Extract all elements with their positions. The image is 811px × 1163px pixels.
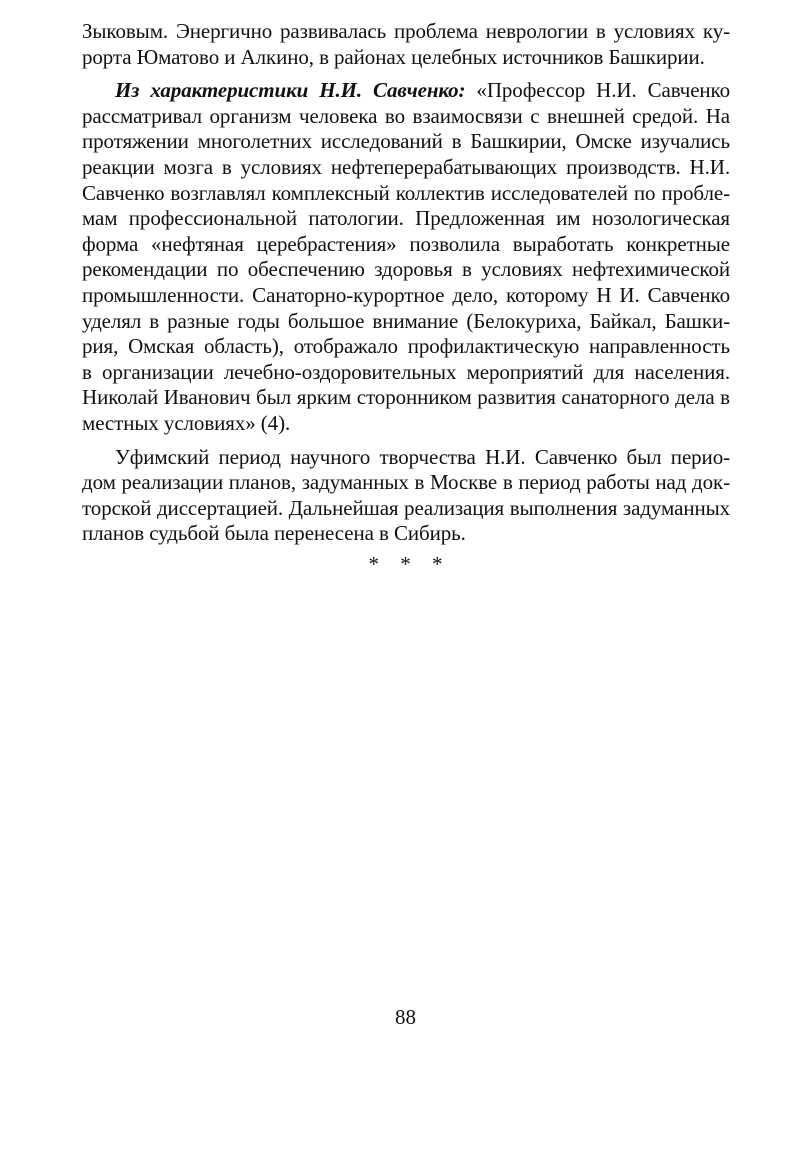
paragraph-3 (82, 445, 730, 547)
text-line: местных условиях» (4). (82, 410, 291, 435)
text-line: протяжении многолетних исследований в Башкирии, Омске изучались (82, 129, 730, 154)
text-line: в организации лечебно-оздоровительных мероприятий для населения. (82, 359, 730, 384)
text-line: промышленности. Санаторно-курортное дело, которому Н И. Савченко (82, 282, 730, 307)
text-fragment: «Профессор Н.И. Савченко (465, 78, 730, 103)
text-line: рия, Омская область), отображало профилактическую направленность (82, 334, 730, 359)
text-line: Уфимский период научного творчества Н.И. Савченко был перио- (115, 444, 730, 469)
text-line: реакции мозга в условиях нефтеперерабатывающих производств. Н.И. (82, 154, 730, 179)
body-text (82, 19, 730, 547)
text-line: Николай Иванович был ярким сторонником развития санаторного дела в (82, 385, 730, 410)
text-line: Зыковым. Энергично развивалась проблема неврологии в условиях ку- (82, 19, 730, 43)
text-line: дом реализации планов, задуманных в Москве в период работы над док- (82, 470, 730, 495)
page-number: 88 (395, 1005, 416, 1029)
text-line: Савченко возглавлял комплексный коллектив исследователей по пробле- (82, 180, 730, 205)
text-line: рассматривал организм человека во взаимосвязи с внешней средой. На (82, 103, 730, 128)
paragraph-lead: Из характеристики Н.И. Савченко: (115, 78, 466, 103)
text-line: планов судьбой была перенесена в Сибирь. (82, 521, 466, 546)
text-line: рекомендации по обеспечению здоровья в условиях нефтехимической (82, 257, 730, 282)
text-line: мам профессиональной патологии. Предложенная им нозологическая (82, 206, 730, 231)
paragraph-1 (82, 19, 730, 70)
text-line: рорта Юматово и Алкино, в районах целебных источников Башкирии. (82, 44, 705, 69)
section-separator: * * * (368, 552, 451, 576)
paragraph-2 (82, 78, 730, 436)
text-line: уделял в разные годы большое внимание (Белокуриха, Байкал, Башки- (82, 308, 730, 333)
text-line: форма «нефтяная церебрастения» позволила выработать конкретные (82, 231, 730, 256)
text-line: торской диссертацией. Дальнейшая реализация выполнения задуманных (82, 495, 730, 520)
text-line (82, 78, 730, 104)
